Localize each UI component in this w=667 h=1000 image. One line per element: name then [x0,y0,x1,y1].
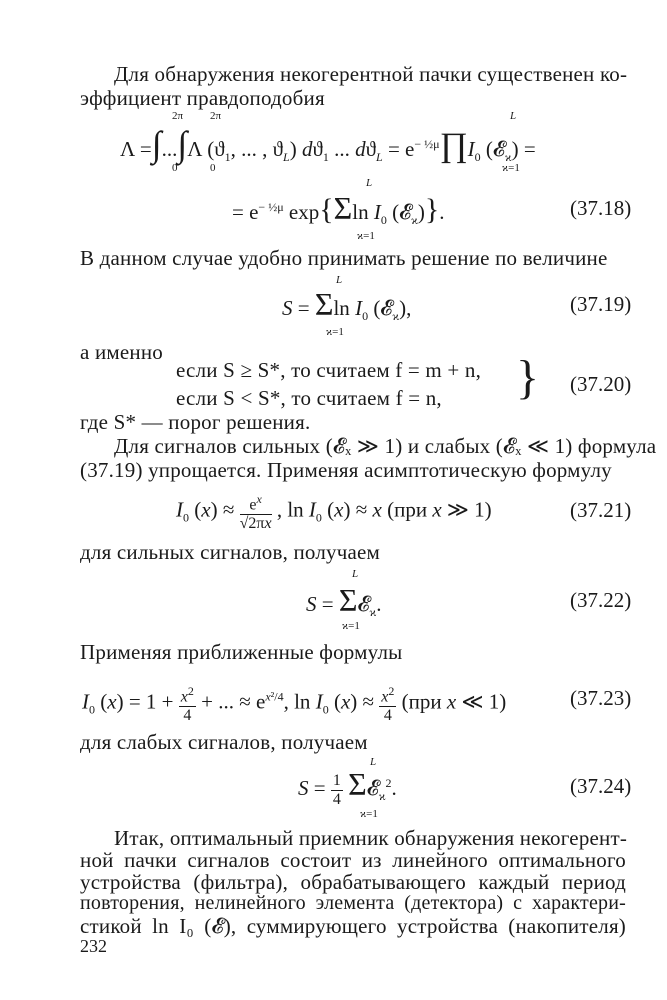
equation-number: (37.20) [570,372,632,396]
sum-lower-limit: ϰ=1 [360,808,378,820]
text-line: эффициент правдоподобия [80,86,325,110]
sum-lower-limit: ϰ=1 [342,620,360,632]
equation-37-22: S = Σ𝓔$_ϰ$. [306,582,382,620]
equation-37-21: $I_0$ (x) ≈ $\frac{e^x}{√2\pi x}$ , $\ln I_0$ (x) ≈ x (при x ≫ 1) [176,492,492,533]
integral-upper-limit: 2π [210,110,222,122]
text-line: для слабых сигналов, получаем [80,730,368,754]
text-line: повторения, нелинейного элемента (детектора) с характери- [80,892,626,914]
equation-number: (37.18) [570,196,632,220]
equation-37-18-line1: Λ =∫...∫Λ ($ϑ_1$, ... , $ϑ_L$) $dϑ_1$ ... $dϑ_L$ = $e^{- \frac{1}{2}\mu}\prod I_0$ (𝓔$_ϰ$) = [120,124,536,165]
text-line: В данном случае удобно принимать решение по величине [80,246,608,270]
text-line: стикой ln I₀ (𝓔), суммирующего устройства (накопителя) [80,914,626,938]
equation-number: (37.23) [570,686,632,710]
page-number: 232 [80,936,107,956]
sum-upper-limit: L [336,274,343,286]
product-upper-limit: L [510,110,517,122]
sum-upper-limit: L [366,177,373,189]
equation-number: (37.24) [570,774,632,798]
decision-rule-1: если S ≥ S*, то считаем f = m + n, [176,358,482,382]
product-lower-limit: ϰ=1 [502,162,520,174]
text-line: Для обнаружения некогерентной пачки существенен ко- [114,62,628,86]
equation-number: (37.22) [570,588,632,612]
equation-number: (37.19) [570,292,632,316]
equation-37-19: S = Σln $I_0$ (𝓔$_ϰ$), [282,286,412,324]
integral-lower-limit: 0 [210,162,216,174]
equation-number: (37.21) [570,498,632,522]
text-line: устройства (фильтра), обрабатывающего каждый период [80,870,626,894]
text-line: Для сигналов сильных (𝓔ₓ ≫ 1) и слабых (𝓔ₓ ≪ 1) формула [114,434,657,458]
equation-37-24: S = $\frac{1}{4}$ Σ𝓔$_ϰ^2$. [298,766,397,808]
sum-upper-limit: L [352,568,359,580]
equation-37-23: $I_0$ (x) = 1 + $\frac{x^2}{4}$ + ... ≈ $e^{x^2/4}$, $\ln I_0$ (x) ≈ $\frac{x^2}{4}$ (при x ≪ 1) [82,684,507,725]
text-line: ной пачки сигналов состоит из линейного оптимального [80,848,626,872]
text-line: (37.19) упрощается. Применяя асимптотическую формулу [80,458,612,482]
decision-rule-2: если S < S*, то считаем f = n, [176,386,442,410]
sum-lower-limit: ϰ=1 [357,230,375,242]
text-line: где S* — порог решения. [80,410,311,434]
integral-lower-limit: 0 [172,162,178,174]
sum-upper-limit: L [370,756,377,768]
text-line: Применяя приближенные формулы [80,640,403,664]
sum-lower-limit: ϰ=1 [326,326,344,338]
integral-upper-limit: 2π [172,110,184,122]
right-brace: } [516,351,540,404]
equation-37-18-line2: = $e^{- \frac{1}{2}\mu}$ exp{Σln $I_0$ (𝓔$_ϰ$)}. [232,190,445,228]
text-line: Итак, оптимальный приемник обнаружения некогерент- [114,826,628,850]
text-line: для сильных сигналов, получаем [80,540,381,564]
text-line: а именно [80,340,163,364]
